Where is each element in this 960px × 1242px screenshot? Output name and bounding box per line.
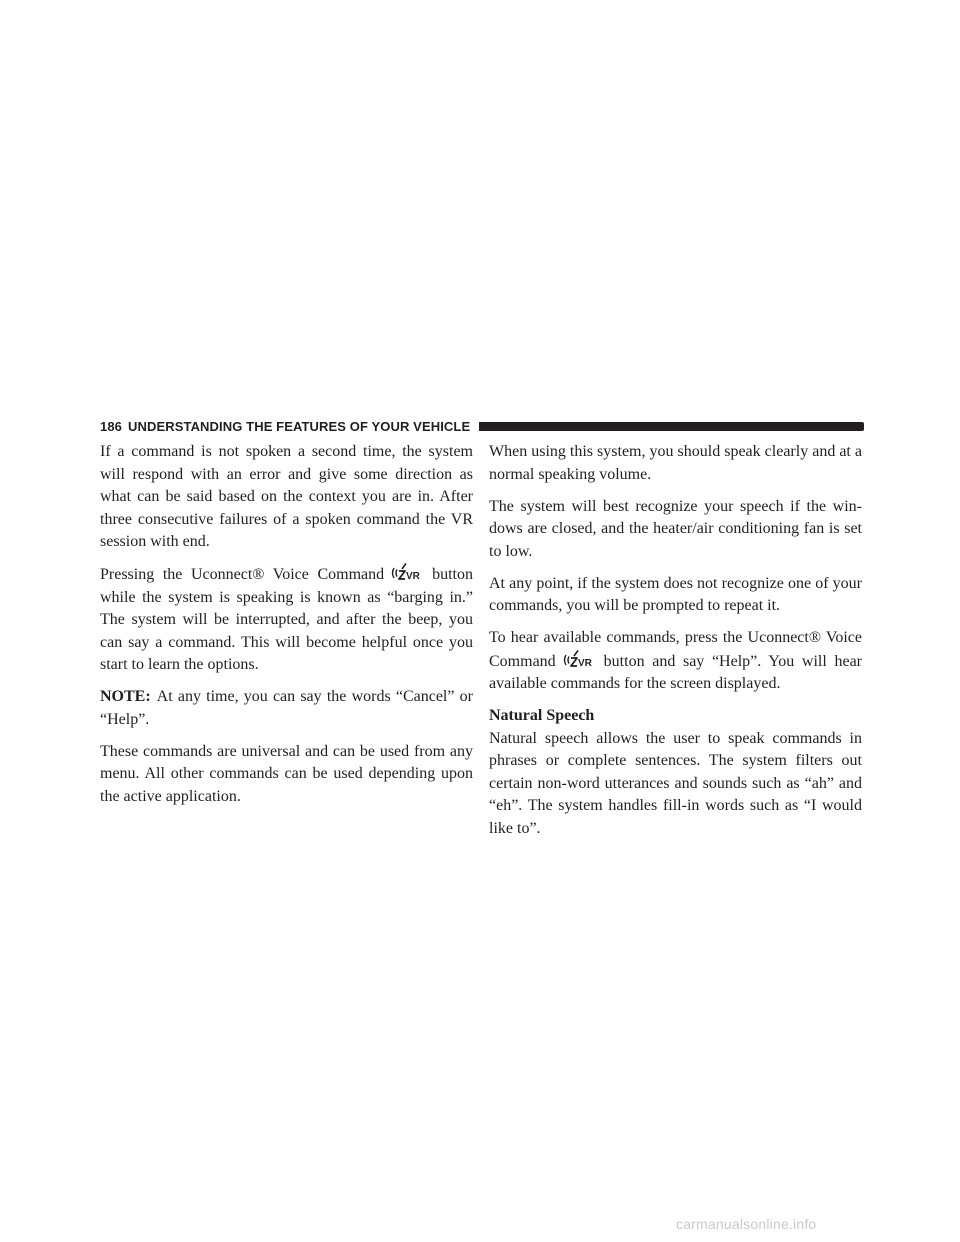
subheading-natural-speech: Natural Speech	[489, 707, 595, 724]
paragraph-universal-commands: These commands are universal and can be used from any menu. All other commands can be used depending upon the active application.	[100, 742, 473, 805]
section-title: UNDERSTANDING THE FEATURES OF YOUR VEHICLE	[128, 418, 471, 434]
paragraph-help-command	[489, 627, 862, 696]
barging-text-start: Pressing the Uconnect® Voice Command	[100, 566, 385, 583]
voice-recognition-icon	[390, 563, 428, 583]
paragraph-barging-in	[100, 563, 473, 677]
barging-text-end: button while the system is speaking is known as “barging in.” The system will be interrupted, and after the beep, you can say a command. This will become helpful once you start to learn the options.	[100, 566, 473, 673]
note-paragraph	[100, 686, 473, 731]
help-text-end: button and say “Help”. You will hear available commands for the screen displayed.	[489, 652, 862, 692]
paragraph-recognition-conditions: The system will best recognize your speech if the win-dows are closed, and the heater/air conditioning fan is set to low.	[489, 497, 862, 560]
left-column	[100, 441, 473, 818]
voice-recognition-icon	[562, 650, 600, 670]
voice-icon-text: VR	[406, 571, 421, 582]
header-rule	[479, 422, 864, 431]
paragraph-command-failure: If a command is not spoken a second time, the system will respond with an error and give some direction as what can be said based on the context you are in. After three consecutive failures of a spoken command the VR session with end.	[100, 443, 473, 550]
paragraph-speak-clearly: When using this system, you should speak clearly and at a normal speaking volume.	[489, 443, 862, 483]
paragraph-repeat-prompt: At any point, if the system does not recognize one of your commands, you will be prompted to repeat it.	[489, 574, 862, 614]
paragraph-natural-speech: Natural speech allows the user to speak commands in phrases or complete sentences. The system filters out certain non-word utterances and sounds such as “ah” and “eh”. The system handles fill-in words such as “I would like to”.	[489, 729, 862, 837]
page-number: 186	[100, 418, 122, 434]
note-label: NOTE:	[100, 688, 151, 705]
note-text: At any time, you can say the words “Cancel” or “Help”.	[100, 688, 473, 728]
right-column	[489, 441, 862, 850]
page-header	[100, 418, 864, 434]
watermark-logo: carmanualsonline.info	[676, 1216, 817, 1232]
help-text-start: To hear available commands, press the Uconnect® Voice Command	[489, 629, 862, 670]
voice-icon-text: VR	[577, 657, 592, 669]
